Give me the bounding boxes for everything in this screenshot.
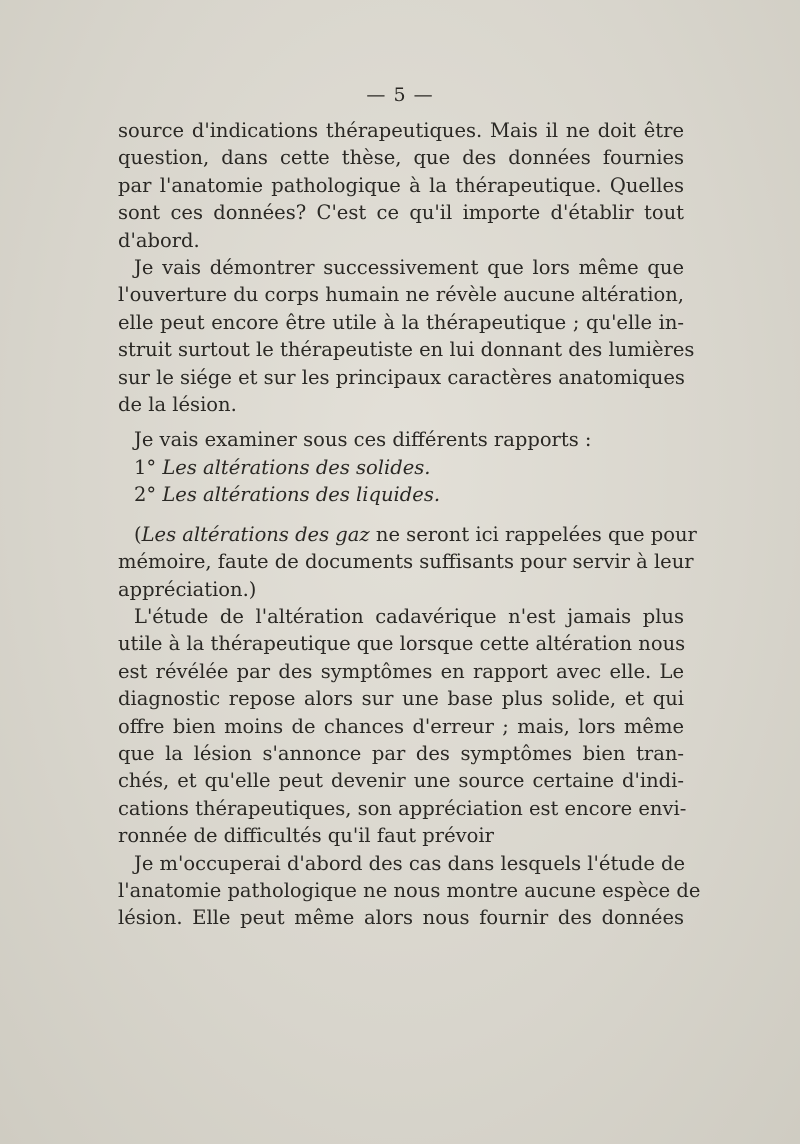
text-line: est révélée par des symptômes en rapport avec elle. Le: [118, 659, 684, 683]
text-line: lésion. Elle peut même alors nous fournir des données: [118, 906, 684, 930]
text-line: sont ces données? C'est ce qu'il importe d'établir tout: [118, 201, 684, 225]
body-text: [118, 117, 701, 932]
text-line: d'abord.: [118, 228, 200, 252]
list-item: [118, 454, 684, 481]
text-line: offre bien moins de chances d'erreur ; mais, lors même: [118, 714, 684, 738]
text-line: struit surtout le thérapeutiste en lui donnant des lumières: [118, 338, 695, 362]
text-line: chés, et qu'elle peut devenir une source certaine d'indi-: [118, 769, 684, 793]
page-number: — 5 —: [366, 84, 434, 106]
text-line: l'ouverture du corps humain ne révèle aucune altération,: [118, 283, 684, 307]
text-line: par l'anatomie pathologique à la thérapeutique. Quelles: [118, 173, 684, 197]
text-line: sur le siége et sur les principaux caractères anatomiques: [118, 365, 685, 389]
text-line: de la lésion.: [118, 393, 237, 417]
text-line: appréciation.): [118, 577, 257, 601]
text-line: utile à la thérapeutique que lorsque cette altération nous: [118, 632, 686, 656]
list-item: [118, 481, 684, 508]
text-line: Je vais examiner sous ces différents rapports :: [134, 428, 592, 452]
text-line: ronnée de difficultés qu'il faut prévoir: [118, 824, 494, 848]
text-line: Je vais démontrer successivement que lors même que: [134, 256, 684, 280]
text-line: Je m'occuperai d'abord des cas dans lesquels l'étude de: [134, 851, 686, 875]
list-number: 2°: [134, 483, 163, 507]
text-line: diagnostic repose alors sur une base plus solide, et qui: [118, 687, 684, 711]
list-item-title: Les altérations des solides.: [162, 455, 431, 479]
list-item-title: Les altérations des liquides.: [162, 483, 441, 507]
text-line: l'anatomie pathologique ne nous montre aucune espèce de: [118, 878, 701, 902]
text-line: que la lésion s'annonce par des symptômes bien tran-: [118, 741, 684, 765]
text-line: cations thérapeutiques, son appréciation est encore envi-: [118, 796, 687, 820]
text-line: question, dans cette thèse, que des données fournies: [118, 146, 684, 170]
text-line: mémoire, faute de documents suffisants pour servir à leur: [118, 550, 694, 574]
text-line: (Les altérations des gaz ne seront ici rappelées que pour: [134, 522, 697, 546]
text-line: elle peut encore être utile à la thérapeutique ; qu'elle in-: [118, 310, 684, 334]
italic-phrase: Les altérations des gaz: [141, 522, 370, 546]
list-number: 1°: [134, 455, 163, 479]
text-line: source d'indications thérapeutiques. Mais il ne doit être: [118, 119, 684, 142]
text-line: L'étude de l'altération cadavérique n'est jamais plus: [134, 604, 684, 628]
